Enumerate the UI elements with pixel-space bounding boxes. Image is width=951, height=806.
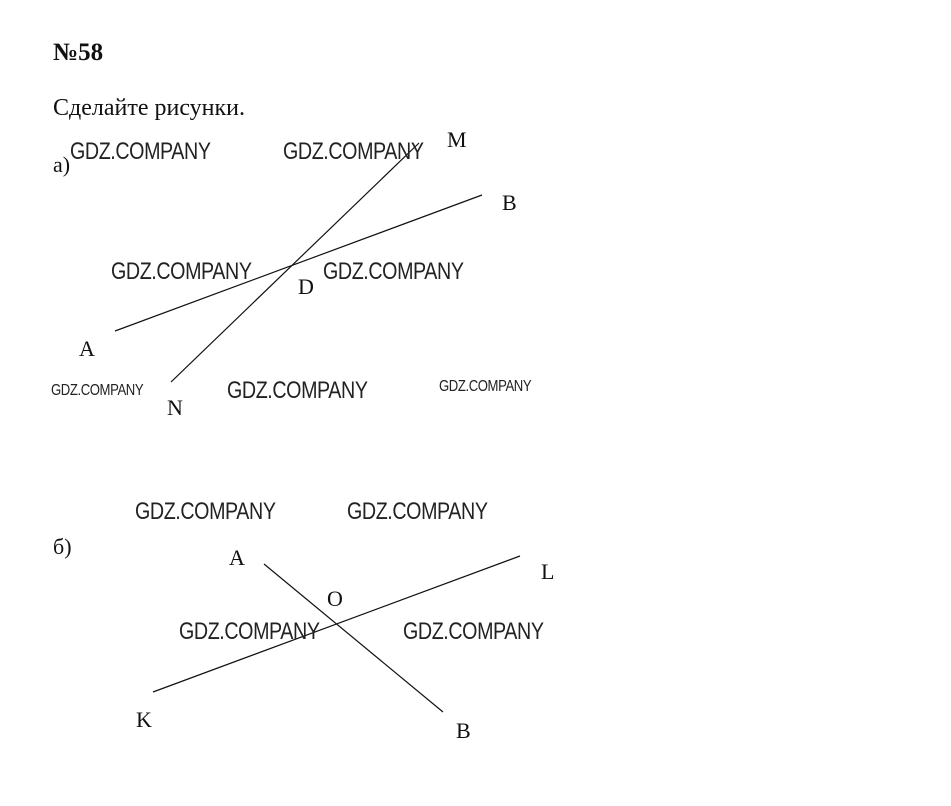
watermark: GDZ.COMPANY: [227, 377, 368, 404]
point-label-o: O: [327, 586, 343, 611]
problem-number: №58: [53, 39, 104, 66]
watermark: GDZ.COMPANY: [283, 138, 424, 165]
point-label-b: B: [502, 190, 517, 215]
task-text: Сделайте рисунки.: [53, 95, 246, 121]
watermark: GDZ.COMPANY: [51, 382, 144, 399]
watermark: GDZ.COMPANY: [323, 258, 464, 285]
point-label-l: L: [541, 559, 555, 584]
watermark: GDZ.COMPANY: [439, 378, 532, 395]
part-label-a: а): [53, 152, 71, 177]
watermark: GDZ.COMPANY: [347, 498, 488, 525]
point-label-n: N: [167, 395, 183, 420]
point-label-m: M: [447, 127, 467, 152]
part-label-b: б): [53, 534, 72, 559]
watermark: GDZ.COMPANY: [403, 618, 544, 645]
point-label-a: A: [79, 336, 95, 361]
watermark: GDZ.COMPANY: [179, 618, 320, 645]
point-label-k: K: [136, 707, 152, 732]
point-label-b: B: [456, 718, 471, 743]
point-label-a: A: [229, 545, 245, 570]
point-label-d: D: [298, 274, 314, 299]
watermark: GDZ.COMPANY: [135, 498, 276, 525]
watermark: GDZ.COMPANY: [111, 258, 252, 285]
watermark: GDZ.COMPANY: [70, 138, 211, 165]
